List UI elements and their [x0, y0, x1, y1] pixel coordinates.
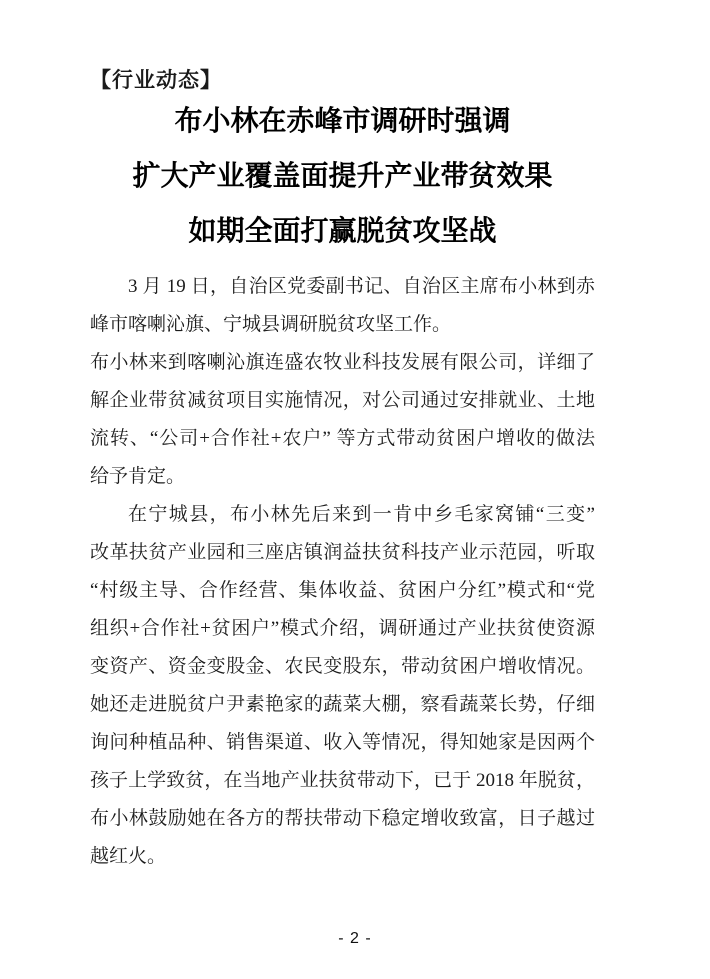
text-line: 变资产、资金变股金、农民变股东，带动贫困户增收情况。	[90, 656, 595, 677]
title-line: 布小林在赤峰市调研时强调	[174, 106, 511, 137]
title-line: 扩大产业覆盖面提升产业带贫效果	[132, 161, 553, 192]
text-line: 3 月 19 日，自治区党委副书记、自治区主席布小林到赤	[128, 276, 595, 297]
text-line: 孩子上学致贫，在当地产业扶贫带动下，已于 2018 年脱贫，	[90, 770, 595, 791]
text-line: 峰市喀喇沁旗、宁城县调研脱贫攻坚工作。	[90, 314, 452, 335]
page-number: - 2 -	[338, 930, 372, 947]
text-line: 组织+合作社+贫困户”模式介绍，调研通过产业扶贫使资源	[90, 618, 595, 639]
paragraph	[90, 268, 595, 344]
text-line: 解企业带贫减贫项目实施情况，对公司通过安排就业、土地	[90, 390, 595, 411]
text-line: 越红火。	[90, 846, 167, 867]
text-line: 询问种植品种、销售渠道、收入等情况，得知她家是因两个	[90, 732, 595, 753]
text-line: 在宁城县，布小林先后来到一肯中乡毛家窝铺“三变”	[128, 504, 595, 525]
section-tag: 【行业动态】	[90, 69, 222, 92]
paragraph	[90, 496, 595, 876]
document-body	[90, 268, 595, 876]
text-line: 改革扶贫产业园和三座店镇润益扶贫科技产业示范园，听取	[90, 542, 595, 563]
text-line: 给予肯定。	[90, 466, 186, 487]
title-line: 如期全面打赢脱贫攻坚战	[188, 216, 497, 247]
text-line: “村级主导、合作经营、集体收益、贫困户分红”模式和“党	[90, 580, 595, 601]
text-line: 布小林来到喀喇沁旗连盛农牧业科技发展有限公司，详细了	[90, 352, 595, 373]
paragraph	[90, 344, 595, 496]
document-title	[90, 94, 595, 259]
text-line: 布小林鼓励她在各方的帮扶带动下稳定增收致富，日子越过	[90, 808, 595, 829]
text-line: 她还走进脱贫户尹素艳家的蔬菜大棚，察看蔬菜长势，仔细	[90, 694, 595, 715]
page-footer	[0, 930, 710, 948]
text-line: 流转、“公司+合作社+农户” 等方式带动贫困户增收的做法	[90, 428, 595, 449]
